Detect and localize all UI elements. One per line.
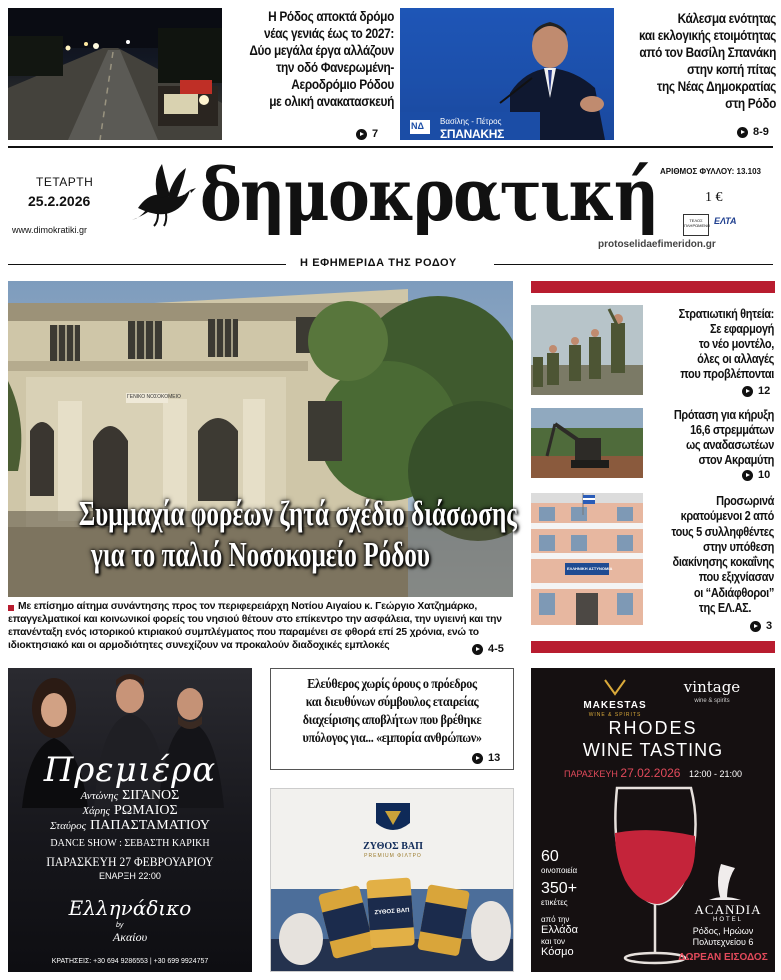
- masthead-top-rule: [8, 146, 773, 148]
- masthead-website[interactable]: www.dimokratiki.gr: [12, 225, 88, 235]
- headline-line: στην υπόθεση: [702, 539, 774, 554]
- headline-line: και εκλογικής ετοιμότητας: [639, 28, 776, 43]
- brand-makestas-sub: WINE & SPIRITS: [588, 712, 642, 718]
- origin-line: και τον: [541, 937, 566, 946]
- postage-paid-stamp: [683, 214, 709, 236]
- address-line: Πολυτεχνείου 6: [692, 937, 754, 947]
- artist-last-name: ΡΩΜΑΙΟΣ: [114, 803, 178, 818]
- wine-title-1: RHODES: [608, 718, 698, 738]
- wine-title-2: WINE TASTING: [582, 740, 724, 760]
- headline-line: Δύο μεγάλα έργα αλλάζουν: [249, 43, 394, 58]
- venue-logo: Ελληνάδικο: [68, 896, 192, 920]
- page-number: 8-9: [753, 126, 769, 138]
- hotel-name: ACANDIA: [694, 902, 762, 917]
- hotel-sub: HOTEL: [712, 917, 743, 923]
- wine-tasting-ad[interactable]: [531, 668, 775, 972]
- sidebar-top-bar: [531, 281, 775, 293]
- headline-line: τους 5 συλληφθέντες: [671, 524, 774, 539]
- headline-line: Η Ρόδος αποκτά δρόμο: [268, 9, 394, 24]
- artist-3: [8, 818, 252, 833]
- top-right-headline[interactable]: [637, 10, 776, 112]
- date: 27.02.2026: [620, 766, 681, 780]
- side-story-2-headline[interactable]: [661, 408, 774, 468]
- time: 12:00 - 21:00: [688, 769, 743, 779]
- lead-headline-line1: Συμμαχία φορέων ζητά σχέδιο διάσωσης: [78, 494, 517, 533]
- arrow-icon: [742, 470, 753, 481]
- wineries-label: οινοποιεία: [541, 866, 578, 875]
- headline-line: οι “Αδιάφθοροι”: [693, 585, 774, 600]
- masthead-day: ΤΕΤΑΡΤΗ: [36, 175, 94, 189]
- side-story-1-headline[interactable]: [661, 307, 774, 382]
- page-number: 12: [758, 385, 771, 397]
- premiere-start: ΕΝΑΡΞΗ 22:00: [99, 871, 161, 881]
- tagline-rule-right: [494, 264, 773, 265]
- headline-line: διακίνησης κοκαΐνης: [672, 555, 774, 570]
- artist-last-name: ΠΑΠΑΣΤΑΜΑΤΙΟΥ: [90, 818, 211, 833]
- artist-2: [8, 803, 252, 818]
- premiere-title: Πρεμιέρα: [43, 750, 217, 790]
- headline-line: 16,6 στρεμμάτων: [690, 423, 774, 437]
- price: 1 €: [705, 190, 723, 205]
- lead-headline-line2: για το παλιό Νοσοκομείο Ρόδου: [91, 535, 430, 574]
- headline-line: της Νέας Δημοκρατίας: [657, 79, 776, 94]
- headline-line: νέας γενιάς έως το 2027:: [263, 26, 394, 41]
- headline-line: ως αναδασωτέων: [685, 438, 774, 452]
- podium-name: ΣΠΑΝΑΚΗΣ: [440, 127, 504, 140]
- premiere-reservations: ΚΡΑΤΗΣΕΙΣ: +30 694 9286553 | +30 699 9924757: [51, 958, 209, 965]
- top-left-page-ref[interactable]: [356, 128, 378, 140]
- headline-line: το νέο μοντέλο,: [698, 337, 774, 351]
- beer-can-label: ΖΥΘΟΣ ΒΑΠ: [374, 907, 410, 917]
- brand-makestas: MAKESTAS: [583, 700, 647, 711]
- headline-line: την οδό Φανερωμένη-: [276, 60, 394, 75]
- headline-line: Πρόταση για κήρυξη: [673, 408, 774, 422]
- headline-line: με ολική ανακατασκευή: [269, 94, 394, 109]
- tagline: Η ΕΦΗΜΕΡΙΔΑ ΤΗΣ ΡΟΔΟΥ: [300, 257, 457, 269]
- elta-logo: [714, 216, 737, 226]
- premiere-date: ΠΑΡΑΣΚΕΥΗ 27 ΦΕΒΡΟΥΑΡΙΟΥ: [46, 854, 214, 869]
- wine-date-line: [531, 766, 775, 780]
- road-works-photo: [8, 8, 222, 140]
- headline-line: της ΕΛ.ΑΣ.: [698, 601, 752, 616]
- beer-tagline: PREMIUM ΦΙΛΤΡΟ: [364, 853, 422, 859]
- origin-text: [541, 914, 578, 958]
- page-number: 4-5: [488, 643, 504, 655]
- stamp-text: ΤΕΛΟΣ ΠΛΗΡΩΜΕΝΟ: [684, 218, 711, 228]
- hotel-address: [671, 926, 775, 948]
- hospital-sign: ΓΕΝΙΚΟ ΝΟΣΟΚΟΜΕΙΟ: [127, 394, 181, 400]
- masthead-date: 25.2.2026: [28, 193, 91, 209]
- police-sign: ΕΛΛΗΝΙΚΗ ΑΣΤΥΝΟΜΙΑ: [567, 566, 613, 571]
- labels-label: ετικέτες: [541, 898, 568, 907]
- artist-first-name: Αντώνης: [80, 790, 119, 802]
- lead-summary[interactable]: Με επίσημο αίτημα συνάντησης προς τον περιφερειάρχη Νοτίου Αιγαίου κ. Γεώργιο Χατζημάρκο, επαγγελματικοί και κοινωνικοί φορείς του νησιού θέτουν στο επίκεντρο την ασφάλεια, την υγιεινή και την επανένταξη ενός ιστορικού κτιριακού συμπλέγματος που παραμένει σε φθορά επί 25 χρόνια, ενώ το ιδιοκτησιακό και οι αρμοδιότητες συνεχίζουν να προκαλούν διαδοχικές εμπλοκές: [8, 601, 502, 651]
- page-number: 7: [372, 128, 379, 140]
- headline-line: στην κοπή πίτας: [687, 62, 776, 77]
- premiere-dance-show: DANCE SHOW : ΣΕΒΑΣΤΗ ΚΑΡΙΚΗ: [50, 838, 210, 849]
- arrow-icon: [737, 127, 748, 138]
- headline-line: στη Ρόδο: [725, 96, 776, 111]
- elta-text: ΕΛΤΑ: [714, 216, 737, 226]
- date-prefix: ΠΑΡΑΣΚΕΥΗ: [563, 769, 618, 779]
- premiere-ad[interactable]: [8, 668, 252, 972]
- headline-line: στον Ακραμύτη: [698, 453, 774, 467]
- brand-vintage: vintage: [683, 678, 741, 696]
- police-building-photo: [531, 493, 643, 625]
- forest-excavator-photo: [531, 408, 643, 478]
- artist-first-name: Σταύρος: [49, 820, 87, 832]
- headline-line: Αεροδρόμιο Ρόδου: [291, 77, 394, 92]
- arrow-icon: [750, 621, 761, 632]
- headline-line: που προβλέπονται: [680, 367, 774, 381]
- side-story-3-headline[interactable]: [661, 494, 774, 616]
- side-story-2-page-ref[interactable]: [742, 469, 770, 481]
- beer-ad[interactable]: [270, 788, 514, 972]
- headline-line: και διευθύνων σύμβουλος εταιρείας: [305, 694, 479, 709]
- sidebar-bottom-bar: [531, 641, 775, 653]
- headline-line: από τον Βασίλη Σπανάκη: [639, 45, 776, 60]
- top-left-headline[interactable]: [246, 8, 394, 110]
- center-story-headline: [283, 669, 501, 747]
- venue-by: by: [116, 922, 124, 929]
- page-number: 13: [488, 752, 501, 764]
- address-line: Ρόδος, Ηρώων: [692, 926, 754, 936]
- side-story-1-page-ref[interactable]: [742, 385, 770, 397]
- center-story-page-ref[interactable]: [472, 752, 500, 764]
- wineries-count: 60: [541, 848, 559, 865]
- tagline-rule-left: [8, 264, 286, 265]
- origin-line: Κόσμο: [541, 946, 574, 958]
- beer-brand: ΖΥΘΟΣ ΒΑΠ: [363, 841, 423, 852]
- labels-count: 350+: [541, 880, 578, 897]
- side-story-3-page-ref[interactable]: [750, 620, 772, 632]
- arrow-icon: [472, 644, 483, 655]
- page-number: 10: [758, 469, 771, 481]
- issue-number: ΑΡΙΘΜΟΣ ΦΥΛΛΟΥ: 13.103: [660, 167, 761, 176]
- origin-line: από την: [541, 915, 570, 924]
- spanakis-photo: [400, 8, 614, 140]
- lead-page-ref[interactable]: [472, 643, 504, 655]
- headline-line: όλες οι αλλαγές: [697, 352, 774, 366]
- headline-line: Προσωρινά: [716, 494, 774, 508]
- podium-small-text: Βασίλης - Πέτρος: [440, 117, 502, 126]
- artist-last-name: ΣΙΓΑΝΟΣ: [122, 788, 180, 803]
- brand-vintage-sub: wine & spirits: [694, 698, 730, 704]
- credit: protoselidaefimeridon.gr: [598, 239, 716, 250]
- artist-first-name: Χάρης: [82, 805, 111, 817]
- soldiers-photo: [531, 305, 643, 395]
- headline-line: διαχείρισης αποβλήτων που βρέθηκε: [302, 712, 482, 727]
- podium-logo: ΝΔ: [411, 121, 424, 131]
- headline-line: κρατούμενοι 2 από: [680, 509, 774, 524]
- masthead-title: δημοκρατική: [200, 152, 658, 237]
- headline-line: Στρατιωτική θητεία:: [678, 307, 774, 321]
- headline-line: Κάλεσμα ενότητας: [677, 11, 776, 26]
- page-number: 3: [766, 620, 773, 632]
- venue-sub: Ακαίου: [112, 930, 148, 944]
- free-entry: ΔΩΡΕΑΝ ΕΙΣΟΔΟΣ: [678, 952, 768, 963]
- top-right-page-ref[interactable]: [737, 126, 769, 138]
- headline-line: Σε εφαρμογή: [710, 322, 774, 336]
- arrow-icon: [472, 753, 483, 764]
- headline-line: Ελεύθερος χωρίς όρους ο πρόεδρος: [307, 676, 477, 691]
- origin-line: Ελλάδα: [541, 924, 579, 936]
- arrow-icon: [742, 386, 753, 397]
- arrow-icon: [356, 129, 367, 140]
- headline-line: υπόλογος για... «εμπορία ανθρώπων»: [302, 730, 482, 745]
- artist-1: [8, 788, 252, 803]
- headline-line: που εξιχνίασαν: [698, 570, 774, 585]
- premiere-artists: [8, 788, 252, 833]
- lead-headline[interactable]: [8, 493, 517, 575]
- dove-logo: [128, 160, 198, 230]
